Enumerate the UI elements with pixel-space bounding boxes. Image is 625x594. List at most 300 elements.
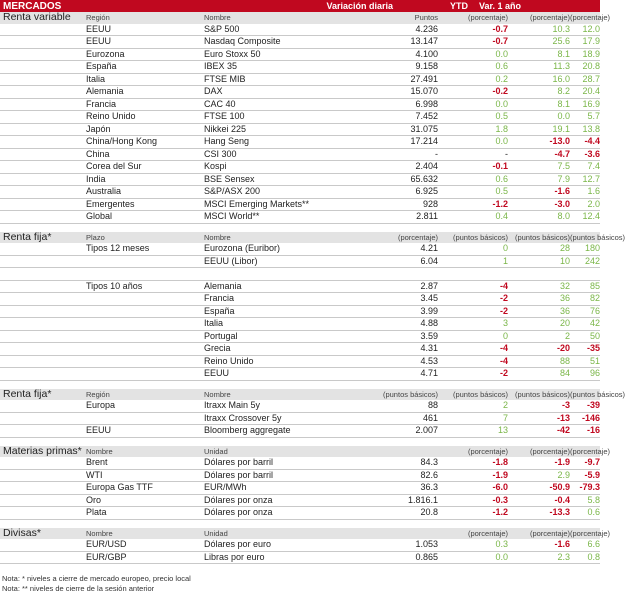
- column-header: (porcentaje): [397, 232, 438, 242]
- cell-year: 82: [589, 293, 600, 303]
- cell-name: MSCI Emerging Markets**: [204, 198, 310, 209]
- cell-name: Itraxx Crossover 5y: [204, 412, 282, 423]
- section-header-row: [0, 230, 625, 244]
- section-title: Renta variable: [3, 11, 71, 23]
- cell-daily: -2: [499, 305, 508, 316]
- column-header: Nombre: [204, 13, 231, 22]
- cell-year: 85: [589, 280, 600, 291]
- cell-ytd: -1.9: [554, 457, 570, 467]
- table-row: [0, 331, 600, 344]
- cell-year: -79.3: [579, 482, 600, 492]
- cell-label: Global: [86, 211, 113, 221]
- cell-daily: -6.0: [492, 482, 508, 492]
- cell-name: FTSE MIB: [204, 73, 246, 84]
- table-row: [0, 211, 600, 224]
- cell-year: 0.6: [587, 507, 600, 517]
- cell-label: EUR/GBP: [86, 551, 127, 562]
- table-row: [0, 552, 600, 565]
- table-row: [0, 368, 600, 381]
- cell-ytd: 36: [559, 293, 570, 303]
- cell-daily: -1.2: [492, 507, 508, 517]
- cell-ytd: 84: [559, 368, 570, 378]
- cell-level: 3.99: [420, 305, 438, 316]
- cell-name: España: [204, 305, 235, 316]
- table-row: [0, 136, 600, 149]
- cell-name: CAC 40: [204, 98, 236, 109]
- cell-level: 4.53: [420, 355, 438, 366]
- cell-ytd: 7.5: [557, 161, 570, 171]
- column-header: (porcentaje): [570, 528, 611, 538]
- column-header: Plazo: [86, 232, 105, 242]
- cell-name: S&P 500: [204, 23, 240, 34]
- cell-ytd: 8.2: [557, 86, 570, 96]
- cell-level: 2.404: [415, 161, 438, 171]
- cell-year: -146: [581, 412, 600, 423]
- tables-container: [0, 11, 625, 572]
- cell-level: 84.3: [420, 457, 438, 467]
- cell-daily: 0.0: [495, 136, 508, 146]
- section-header-row: [0, 444, 611, 458]
- cell-name: CSI 300: [204, 148, 237, 159]
- cell-name: Itraxx Main 5y: [204, 400, 261, 410]
- cell-level: 6.925: [415, 186, 438, 196]
- cell-year: 2.0: [587, 198, 600, 209]
- cell-ytd: 10: [559, 255, 570, 266]
- cell-name: Kospi: [204, 161, 227, 171]
- column-header: (puntos básicos): [452, 232, 508, 242]
- cell-daily: 13: [497, 425, 508, 435]
- table-row: [0, 174, 600, 187]
- cell-label: India: [86, 173, 106, 184]
- cell-daily: 0.0: [495, 551, 508, 562]
- cell-ytd: 28: [559, 243, 570, 253]
- table-row: [0, 306, 600, 319]
- cell-daily: -0.1: [492, 161, 508, 171]
- column-header: (porcentaje): [467, 528, 508, 538]
- col-yr-header: Var. 1 año: [478, 1, 521, 11]
- column-header: Unidad: [204, 528, 228, 538]
- cell-daily: 1: [502, 255, 508, 266]
- table-row: [0, 36, 600, 49]
- cell-label: Oro: [86, 494, 102, 505]
- cell-label: China/Hong Kong: [86, 136, 158, 146]
- cell-name: Nikkei 225: [204, 123, 247, 134]
- cell-ytd: -20: [556, 343, 570, 353]
- section-header-row: [0, 387, 625, 401]
- cell-year: 12.0: [582, 23, 600, 34]
- cell-level: 6.998: [415, 98, 438, 109]
- cell-year: 17.9: [582, 36, 600, 46]
- cell-year: 20.4: [582, 86, 600, 96]
- cell-ytd: 36: [559, 305, 570, 316]
- cell-name: Grecia: [204, 343, 231, 353]
- cell-ytd: -1.6: [554, 186, 570, 196]
- cell-ytd: -4.7: [554, 148, 570, 159]
- cell-label: Alemania: [86, 86, 124, 96]
- table-row: [0, 482, 600, 495]
- column-header: Nombre: [86, 446, 113, 456]
- col-ytd-header: YTD: [450, 1, 468, 11]
- cell-ytd: 10.3: [552, 23, 570, 34]
- column-header: (porcentaje): [467, 446, 508, 456]
- column-header: (puntos básicos): [382, 389, 438, 399]
- cell-level: 4.88: [420, 318, 438, 328]
- cell-daily: 0.2: [495, 73, 508, 84]
- cell-ytd: -13.0: [549, 136, 570, 146]
- cell-year: 242: [584, 255, 600, 266]
- cell-name: Eurozona (Euribor): [204, 243, 281, 253]
- footnote-2: Nota: ** niveles de cierre de la sesión anterior: [2, 584, 155, 593]
- section-title: Divisas*: [3, 526, 41, 539]
- cell-ytd: -3: [561, 400, 570, 410]
- column-header: Nombre: [86, 528, 113, 538]
- section-divisas: [0, 526, 611, 573]
- cell-daily: -4: [499, 280, 508, 291]
- cell-daily: -0.2: [492, 86, 508, 96]
- column-header: (porcentaje): [529, 446, 570, 456]
- cell-level: 6.04: [420, 255, 438, 266]
- section-materias: [0, 444, 611, 528]
- cell-label: España: [86, 61, 117, 71]
- cell-year: 18.9: [582, 48, 600, 59]
- section-gap: [0, 438, 600, 446]
- footnote-1: Nota: * niveles a cierre de mercado europeo, precio local: [2, 574, 191, 583]
- cell-name: Hang Seng: [204, 136, 250, 146]
- cell-year: -35: [586, 343, 600, 353]
- column-header: (puntos básicos): [570, 389, 625, 399]
- cell-year: 16.9: [582, 98, 600, 109]
- cell-ytd: -50.9: [549, 482, 570, 492]
- table-row: [0, 413, 600, 426]
- column-header: (porcentaje): [529, 13, 570, 22]
- table-row: [0, 425, 600, 438]
- cell-daily: 1.8: [495, 123, 508, 134]
- cell-daily: -0.7: [492, 23, 508, 34]
- cell-level: 928: [422, 198, 438, 209]
- cell-year: 180: [584, 243, 600, 253]
- cell-year: -9.7: [584, 457, 600, 467]
- cell-level: 4.100: [415, 48, 438, 59]
- column-header: (porcentaje): [570, 446, 611, 456]
- cell-ytd: 0.0: [557, 111, 570, 121]
- section-gap: [0, 520, 600, 528]
- cell-name: Italia: [204, 318, 224, 328]
- column-header: (porcentaje): [467, 13, 508, 22]
- cell-year: 6.6: [587, 539, 600, 549]
- cell-label: Corea del Sur: [86, 161, 142, 171]
- cell-year: 20.8: [582, 61, 600, 71]
- cell-ytd: -1.6: [554, 539, 570, 549]
- column-header: (porcentaje): [570, 13, 611, 22]
- cell-level: 4.71: [420, 368, 438, 378]
- table-row: [0, 400, 600, 413]
- table-row: [0, 318, 600, 331]
- column-header: (porcentaje): [529, 528, 570, 538]
- cell-label: EEUU: [86, 36, 112, 46]
- cell-level: 82.6: [420, 469, 438, 480]
- cell-daily: 0.0: [495, 98, 508, 109]
- cell-label: EUR/USD: [86, 539, 127, 549]
- cell-name: Dólares por euro: [204, 539, 272, 549]
- cell-year: -3.6: [584, 148, 600, 159]
- cell-name: Euro Stoxx 50: [204, 48, 261, 59]
- cell-label: Europa: [86, 400, 116, 410]
- section-fija2: [0, 387, 625, 446]
- cell-year: 28.7: [582, 73, 600, 84]
- cell-label: EEUU: [86, 425, 112, 435]
- table-row: [0, 99, 600, 112]
- cell-year: 0.8: [587, 551, 600, 562]
- cell-ytd: 8.0: [557, 211, 570, 221]
- cell-year: 50: [589, 330, 600, 341]
- cell-ytd: 8.1: [557, 48, 570, 59]
- table-row: [0, 86, 600, 99]
- cell-name: Dólares por barril: [204, 457, 274, 467]
- cell-daily: 0: [502, 330, 508, 341]
- table-row: [0, 281, 600, 294]
- cell-ytd: -13.3: [549, 507, 570, 517]
- cell-ytd: -0.4: [554, 494, 570, 505]
- cell-daily: 0: [502, 243, 508, 253]
- table-row: [0, 161, 600, 174]
- cell-level: 4.21: [420, 243, 438, 253]
- header-bar: [0, 0, 600, 12]
- cell-daily: -2: [499, 293, 508, 303]
- cell-daily: 0.6: [495, 173, 508, 184]
- cell-ytd: 2.9: [557, 469, 570, 480]
- cell-daily: -4: [499, 343, 508, 353]
- cell-level: 9.158: [415, 61, 438, 71]
- cell-level: 20.8: [420, 507, 438, 517]
- cell-year: -39: [586, 400, 600, 410]
- table-row: [0, 356, 600, 369]
- cell-label: China: [86, 148, 110, 159]
- table-row: [0, 539, 600, 552]
- cell-label: Brent: [86, 457, 108, 467]
- cell-year: 12.4: [582, 211, 600, 221]
- cell-name: MSCI World**: [204, 211, 260, 221]
- cell-name: DAX: [204, 86, 223, 96]
- cell-ytd: -42: [556, 425, 570, 435]
- cell-label: Francia: [86, 98, 117, 109]
- cell-level: 13.147: [410, 36, 438, 46]
- cell-label: Australia: [86, 186, 122, 196]
- cell-ytd: -13: [556, 412, 570, 423]
- cell-name: Reino Unido: [204, 355, 254, 366]
- cell-label: Plata: [86, 507, 107, 517]
- table-row: [0, 470, 600, 483]
- cell-name: FTSE 100: [204, 111, 245, 121]
- section-gap: [0, 564, 600, 572]
- section-title: Materias primas*: [3, 444, 82, 457]
- cell-name: EEUU: [204, 368, 230, 378]
- cell-ytd: 7.9: [557, 173, 570, 184]
- cell-level: 4.236: [415, 23, 438, 34]
- cell-level: 17.214: [410, 136, 438, 146]
- table-row: [0, 111, 600, 124]
- section-variable: [0, 11, 611, 232]
- cell-daily: -1.2: [492, 198, 508, 209]
- cell-level: 1.053: [415, 539, 438, 549]
- table-row: [0, 507, 600, 520]
- table-row: [0, 293, 600, 306]
- section-fija1: [0, 230, 625, 389]
- cell-name: Alemania: [204, 280, 242, 291]
- table-row: [0, 268, 600, 281]
- cell-name: Portugal: [204, 330, 238, 341]
- cell-year: 42: [589, 318, 600, 328]
- cell-name: Bloomberg aggregate: [204, 425, 291, 435]
- cell-daily: 2: [502, 400, 508, 410]
- cell-level: 3.59: [420, 330, 438, 341]
- cell-year: 76: [589, 305, 600, 316]
- cell-label: Tipos 10 años: [86, 280, 143, 291]
- column-header: Unidad: [204, 446, 228, 456]
- section-header-row: [0, 11, 611, 24]
- section-title: Renta fija*: [3, 230, 52, 243]
- cell-daily: 0.4: [495, 211, 508, 221]
- cell-year: 1.6: [587, 186, 600, 196]
- cell-year: 96: [589, 368, 600, 378]
- column-header: (puntos básicos): [452, 389, 508, 399]
- table-row: [0, 186, 600, 199]
- cell-year: -4.4: [584, 136, 600, 146]
- table-row: [0, 24, 600, 37]
- cell-label: Europa Gas TTF: [86, 482, 153, 492]
- cell-daily: 0.0: [495, 48, 508, 59]
- cell-label: Italia: [86, 73, 106, 84]
- footnotes: [0, 574, 600, 594]
- cell-ytd: 32: [559, 280, 570, 291]
- table-row: [0, 199, 600, 212]
- cell-level: 4.31: [420, 343, 438, 353]
- cell-daily: 0.6: [495, 61, 508, 71]
- cell-daily: 0.5: [495, 111, 508, 121]
- cell-ytd: 19.1: [552, 123, 570, 134]
- section-gap: [0, 224, 600, 232]
- cell-name: EUR/MWh: [204, 482, 247, 492]
- col-daily-header: Variación diaria: [326, 1, 393, 11]
- cell-name: S&P/ASX 200: [204, 186, 261, 196]
- cell-name: EEUU (Libor): [204, 255, 258, 266]
- cell-level: 1.816.1: [407, 494, 438, 505]
- column-header: (puntos básicos): [570, 232, 625, 242]
- cell-label: Tipos 12 meses: [86, 243, 150, 253]
- column-header: Nombre: [204, 389, 231, 399]
- column-header: Puntos: [414, 13, 438, 22]
- cell-level: 2.811: [416, 211, 438, 221]
- cell-year: 5.8: [587, 494, 600, 505]
- cell-level: 7.452: [415, 111, 438, 121]
- column-header: Región: [86, 13, 110, 22]
- cell-label: WTI: [86, 469, 103, 480]
- cell-ytd: 8.1: [557, 98, 570, 109]
- table-row: [0, 61, 600, 74]
- cell-year: 13.8: [582, 123, 600, 134]
- cell-daily: -0.3: [492, 494, 508, 505]
- table-row: [0, 49, 600, 62]
- cell-name: Francia: [204, 293, 235, 303]
- section-title: Renta fija*: [3, 387, 52, 400]
- cell-daily: -4: [499, 355, 508, 366]
- cell-daily: -0.7: [492, 36, 508, 46]
- cell-label: EEUU: [86, 23, 112, 34]
- cell-year: -16: [586, 425, 600, 435]
- cell-label: Japón: [86, 123, 111, 134]
- cell-name: Dólares por onza: [204, 507, 273, 517]
- table-row: [0, 343, 600, 356]
- cell-name: Dólares por barril: [204, 469, 274, 480]
- cell-level: 36.3: [420, 482, 438, 492]
- cell-level: 27.491: [410, 73, 438, 84]
- cell-ytd: 25.6: [552, 36, 570, 46]
- table-row: [0, 256, 600, 269]
- cell-ytd: 2: [564, 330, 570, 341]
- cell-level: 0.865: [415, 551, 438, 562]
- cell-daily: 0.3: [495, 539, 508, 549]
- cell-ytd: 2.3: [557, 551, 570, 562]
- cell-name: Libras por euro: [204, 551, 265, 562]
- cell-ytd: 20: [559, 318, 570, 328]
- column-header: Nombre: [204, 232, 231, 242]
- cell-level: 15.070: [410, 86, 438, 96]
- cell-daily: 3: [502, 318, 508, 328]
- column-header: Región: [86, 389, 110, 399]
- cell-year: 51: [589, 355, 600, 366]
- table-row: [0, 74, 600, 87]
- page-title: MERCADOS: [3, 0, 62, 12]
- cell-level: 65.632: [410, 173, 438, 184]
- cell-daily: -2: [499, 368, 508, 378]
- cell-name: BSE Sensex: [204, 173, 255, 184]
- cell-daily: 7: [502, 412, 508, 423]
- cell-level: 88: [427, 400, 438, 410]
- cell-year: 5.7: [587, 111, 600, 121]
- cell-label: Eurozona: [86, 48, 125, 59]
- column-header: (puntos básicos): [514, 389, 570, 399]
- table-row: [0, 457, 600, 470]
- cell-level: 461: [422, 412, 438, 423]
- cell-level: 31.075: [410, 123, 438, 134]
- cell-ytd: 88: [559, 355, 570, 366]
- cell-ytd: -3.0: [554, 198, 570, 209]
- cell-daily: -: [505, 148, 508, 159]
- cell-level: -: [435, 148, 438, 159]
- cell-year: -5.9: [584, 469, 600, 480]
- cell-year: 12.7: [582, 173, 600, 184]
- table-row: [0, 149, 600, 162]
- cell-daily: -1.9: [492, 469, 508, 480]
- cell-daily: 0.5: [495, 186, 508, 196]
- table-row: [0, 243, 600, 256]
- cell-level: 2.87: [420, 280, 438, 291]
- cell-name: Dólares por onza: [204, 494, 273, 505]
- column-header: (puntos básicos): [514, 232, 570, 242]
- cell-label: Emergentes: [86, 198, 135, 209]
- cell-level: 3.45: [420, 293, 438, 303]
- cell-daily: -1.8: [492, 457, 508, 467]
- cell-name: IBEX 35: [204, 61, 238, 71]
- section-gap: [0, 381, 600, 389]
- cell-name: Nasdaq Composite: [204, 36, 281, 46]
- cell-level: 2.007: [415, 425, 438, 435]
- cell-ytd: 16.0: [552, 73, 570, 84]
- cell-ytd: 11.3: [553, 61, 570, 71]
- cell-year: 7.4: [587, 161, 600, 171]
- cell-label: Reino Unido: [86, 111, 136, 121]
- section-header-row: [0, 526, 611, 540]
- table-row: [0, 495, 600, 508]
